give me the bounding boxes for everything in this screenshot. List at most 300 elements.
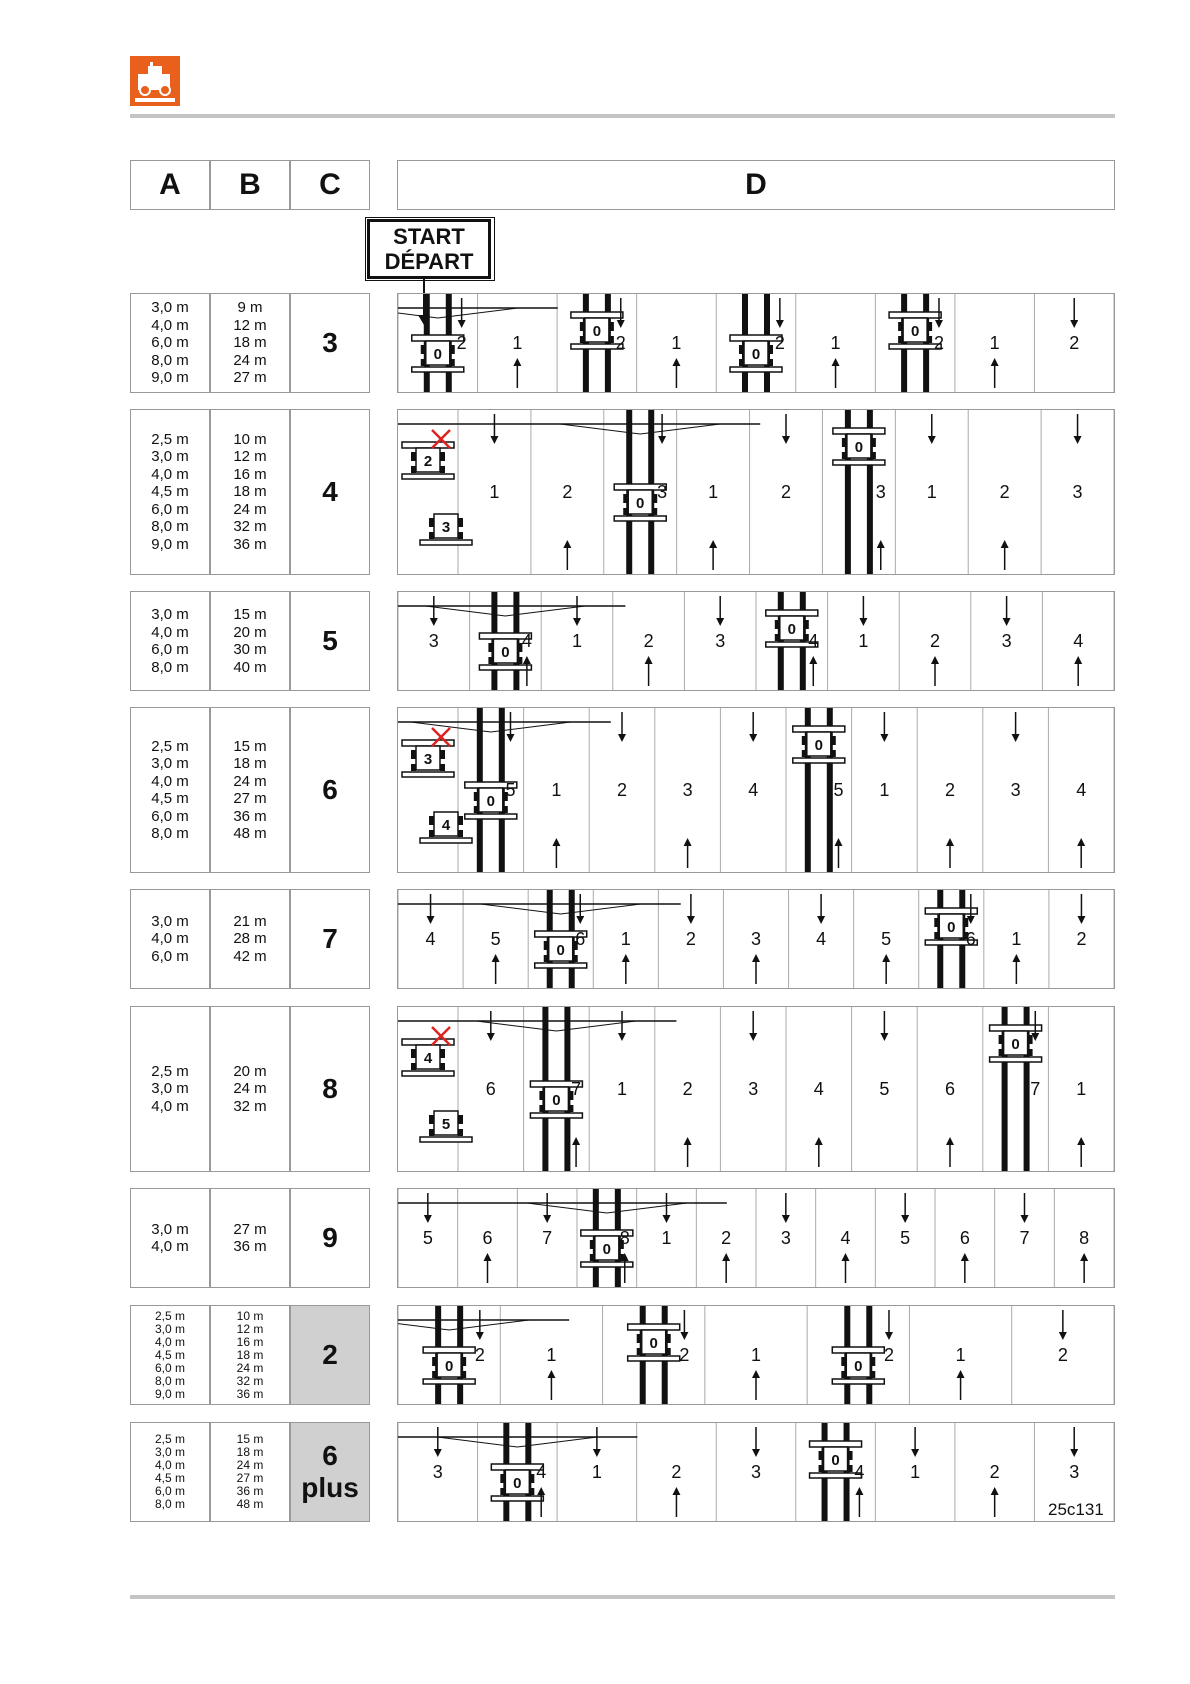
rhythm-value: 8: [322, 1073, 338, 1104]
c-cell: [290, 889, 370, 989]
arrow-up-icon: [815, 1137, 823, 1167]
tractor-label: 0: [1011, 1036, 1020, 1053]
b-value: 15 m: [236, 1432, 264, 1446]
b-value: 36 m: [236, 1484, 264, 1498]
a-value: 4,0 m: [151, 772, 189, 790]
lane-label: 6: [944, 1079, 956, 1099]
arrow-up-icon: [809, 656, 817, 686]
lane-label: 1: [926, 482, 937, 502]
arrow-down-icon: [680, 1310, 688, 1340]
lane-label: 4: [808, 631, 819, 651]
arrow-up-icon: [1077, 1137, 1085, 1167]
arrow-down-icon: [490, 414, 498, 444]
a-value: 8,0 m: [151, 351, 189, 369]
a-value: 3,0 m: [151, 755, 189, 772]
a-value: 6,0 m: [154, 1484, 185, 1498]
tractor-icon: [628, 1324, 680, 1361]
tramline-diagram: [398, 294, 1114, 392]
lane-label: 2: [883, 1345, 894, 1365]
tramline-diagram: [398, 890, 1114, 988]
tractor-label: 3: [423, 751, 433, 768]
tractor-icon: [990, 1025, 1042, 1062]
tractor-label: 0: [433, 346, 442, 363]
tractor-label: 0: [486, 793, 495, 810]
arrow-down-icon: [687, 894, 695, 924]
lane-label: 5: [490, 929, 501, 949]
a-value: 3,0 m: [151, 912, 189, 930]
b-value: 27 m: [233, 369, 267, 387]
arrow-down-icon: [663, 1193, 671, 1223]
a-value: 3,0 m: [151, 1220, 189, 1238]
tramline: [640, 1306, 668, 1404]
arrow-down-icon: [716, 596, 724, 626]
c-cell: [290, 293, 370, 393]
lane-label: 1: [620, 929, 631, 949]
lane-label: 1: [489, 482, 500, 502]
lane-label: 7: [571, 1079, 582, 1099]
a-value: 3,0 m: [151, 606, 189, 623]
tractor-icon: [402, 1027, 454, 1076]
tramline-diagram: [398, 1189, 1114, 1287]
arrow-down-icon: [658, 414, 666, 444]
arrow-down-icon: [859, 596, 867, 626]
arrow-down-icon: [749, 712, 757, 742]
arrow-up-icon: [1074, 656, 1082, 686]
a-value: 2,5 m: [151, 1062, 189, 1080]
lane-label: 3: [432, 1462, 443, 1482]
b-cell: [210, 409, 290, 575]
b-value: 27 m: [236, 1471, 264, 1485]
arrow-up-icon: [563, 540, 571, 570]
lane-label: 1: [708, 482, 719, 502]
lane-label: 1: [1011, 929, 1022, 949]
bottom-rule: [130, 1595, 1115, 1599]
lane-label: 1: [879, 780, 890, 800]
tractor-label: 0: [814, 737, 823, 754]
a-value: 4,0 m: [151, 1238, 189, 1255]
a-cell: [130, 1188, 210, 1288]
b-value: 36 m: [236, 1386, 264, 1401]
arrow-up-icon: [523, 656, 531, 686]
arrow-down-icon: [543, 1193, 551, 1223]
lane-label: 4: [425, 929, 436, 949]
header-d: D: [397, 160, 1115, 210]
d-cell: [397, 591, 1115, 691]
figure-reference: 25c131: [1048, 1500, 1104, 1519]
a-value: 3,0 m: [154, 1321, 185, 1336]
arrow-up-icon: [931, 656, 939, 686]
arrow-up-icon: [991, 1487, 999, 1517]
b-value: 24 m: [233, 500, 267, 518]
arrow-down-icon: [928, 414, 936, 444]
arrow-up-icon: [722, 1253, 730, 1283]
tractor-icon: [402, 728, 454, 777]
lane-label: 3: [1069, 1462, 1080, 1482]
b-value: 48 m: [236, 1497, 264, 1511]
b-value: 24 m: [233, 351, 267, 369]
lane-label: 2: [780, 482, 792, 502]
a-value: 4,0 m: [151, 1097, 189, 1115]
arrow-down-icon: [573, 596, 581, 626]
tramline: [937, 890, 965, 988]
tractor-icon: [793, 726, 845, 763]
start-label: [367, 219, 491, 279]
arrow-up-icon: [709, 540, 717, 570]
b-cell: [210, 591, 290, 691]
b-value: 42 m: [233, 947, 267, 965]
tramline-diagram: [398, 708, 1114, 872]
arrow-up-icon: [946, 838, 954, 868]
arrow-down-icon: [593, 1427, 601, 1457]
d-cell: [397, 409, 1115, 575]
c-cell: [290, 1006, 370, 1172]
b-value: 16 m: [236, 1334, 264, 1349]
b-cell: [210, 1188, 290, 1288]
lane-label: 2: [456, 333, 467, 353]
tractor-label: 5: [441, 1116, 451, 1133]
arrow-up-icon: [877, 540, 885, 570]
tramline-diagram: [398, 1306, 1114, 1404]
arrow-up-icon: [622, 954, 630, 984]
lane-label: 2: [474, 1345, 485, 1365]
c-cell: [290, 707, 370, 873]
c-cell: [290, 1422, 370, 1522]
a-value: 4,5 m: [151, 483, 189, 501]
a-value: 8,0 m: [151, 825, 189, 842]
lane-label: 1: [750, 1345, 762, 1365]
a-value: 9,0 m: [154, 1386, 185, 1401]
tractor-label: 0: [513, 1475, 522, 1492]
lane-label: 4: [1076, 780, 1087, 800]
tractor-icon: [402, 430, 454, 479]
tractor-label: 0: [831, 1452, 840, 1469]
arrow-down-icon: [880, 1011, 888, 1041]
arrow-up-icon: [1077, 838, 1085, 868]
arrow-down-icon: [434, 1427, 442, 1457]
c-cell: [290, 1305, 370, 1405]
arrow-down-icon: [752, 1427, 760, 1457]
lane-label: 2: [671, 1462, 682, 1482]
tractor-label: 0: [751, 346, 761, 363]
a-value: 2,5 m: [154, 1308, 185, 1323]
lane-label: 3: [780, 1228, 791, 1248]
lane-label: 1: [1076, 1079, 1087, 1099]
a-value: 6,0 m: [154, 1360, 185, 1375]
tractor-label: 0: [787, 621, 796, 638]
arrow-down-icon: [618, 712, 626, 742]
lane-label: 2: [989, 1462, 1000, 1482]
arrow-down-icon: [880, 712, 888, 742]
b-value: 10 m: [236, 1308, 264, 1323]
tractor-label: 0: [947, 919, 956, 936]
arrow-up-icon: [946, 1137, 954, 1167]
d-cell: [397, 1188, 1115, 1288]
tractor-label: 0: [556, 942, 565, 959]
lane-label: 5: [422, 1228, 433, 1248]
lane-label: 4: [813, 1079, 824, 1099]
lane-label: 5: [900, 1228, 911, 1248]
lane-label: 1: [616, 1079, 628, 1099]
lane-label: 1: [671, 333, 682, 353]
b-cell: [210, 293, 290, 393]
arrow-up-icon: [991, 358, 999, 388]
arrow-down-icon: [430, 596, 438, 626]
a-value: 3,0 m: [154, 1445, 185, 1459]
arrow-down-icon: [1059, 1310, 1067, 1340]
lane-label: 2: [616, 780, 628, 800]
lane-label: 4: [521, 631, 532, 651]
lane-label: 4: [536, 1462, 547, 1482]
tractor-label: 4: [423, 1050, 433, 1067]
arrow-up-icon: [572, 1137, 580, 1167]
lane-label: 4: [854, 1462, 865, 1482]
a-value: 4,0 m: [151, 316, 189, 334]
b-cell: [210, 1305, 290, 1405]
b-value: 48 m: [233, 825, 267, 842]
tractor-label: 0: [910, 323, 920, 340]
arrow-down-icon: [817, 894, 825, 924]
b-value: 9 m: [237, 299, 263, 317]
tramline: [822, 1423, 850, 1521]
a-cell: [130, 409, 210, 575]
lane-label: 5: [881, 929, 892, 949]
rhythm-value: 4: [322, 476, 338, 507]
arrow-up-icon: [1001, 540, 1009, 570]
lane-label: 2: [685, 929, 696, 949]
b-value: 30 m: [233, 641, 267, 658]
a-value: 8,0 m: [151, 518, 189, 536]
b-value: 32 m: [233, 518, 267, 536]
arrow-up-icon: [484, 1253, 492, 1283]
arrow-up-icon: [672, 1487, 680, 1517]
b-value: 18 m: [233, 334, 267, 352]
header-c: C: [290, 160, 370, 210]
arrow-down-icon: [427, 894, 435, 924]
tractor-label: 0: [602, 1241, 612, 1258]
lane-label: 6: [959, 1228, 970, 1248]
b-value: 10 m: [233, 430, 267, 448]
tractor-icon: [423, 1347, 475, 1384]
arrow-up-icon: [1012, 954, 1020, 984]
b-value: 27 m: [233, 1220, 267, 1238]
a-cell: [130, 889, 210, 989]
top-rule: [130, 114, 1115, 118]
d-cell: [397, 1006, 1115, 1172]
a-value: 2,5 m: [154, 1432, 185, 1446]
tramline: [901, 294, 929, 392]
lane-label: 3: [748, 1079, 759, 1099]
lane-label: 3: [750, 929, 762, 949]
arrow-down-icon: [776, 298, 784, 328]
arrow-up-icon: [537, 1487, 545, 1517]
arrow-up-icon: [832, 358, 840, 388]
start-label-line1: START: [393, 224, 465, 249]
arrow-up-icon: [752, 1370, 760, 1400]
lane-label: 2: [774, 333, 785, 353]
arrow-down-icon: [476, 1310, 484, 1340]
a-value: 4,5 m: [151, 790, 189, 807]
lane-label: 4: [1073, 631, 1084, 651]
arrow-down-icon: [618, 1011, 626, 1041]
amazone-logo: [130, 56, 180, 106]
a-value: 4,0 m: [154, 1334, 185, 1349]
tractor-icon: [420, 514, 472, 545]
rhythm-value: 2: [322, 1339, 338, 1370]
rhythm-value: 5: [322, 625, 338, 656]
lane-label: 1: [955, 1345, 966, 1365]
a-value: 8,0 m: [151, 658, 189, 676]
a-value: 6,0 m: [151, 807, 189, 825]
arrow-up-icon: [672, 358, 680, 388]
lane-label: 3: [1010, 780, 1021, 800]
b-value: 18 m: [233, 483, 267, 501]
arrow-down-icon: [911, 1427, 919, 1457]
a-value: 4,5 m: [154, 1347, 185, 1362]
arrow-up-icon: [834, 838, 842, 868]
lane-label: 3: [1001, 631, 1012, 651]
tractor-label: 0: [636, 495, 645, 512]
arrow-down-icon: [1074, 414, 1082, 444]
tractor-icon: [833, 428, 885, 465]
lane-label: 3: [428, 631, 439, 651]
b-value: 20 m: [233, 623, 267, 641]
arrow-up-icon: [513, 358, 521, 388]
b-cell: [210, 1006, 290, 1172]
b-value: 36 m: [233, 1238, 267, 1255]
a-value: 9,0 m: [151, 369, 189, 387]
arrow-down-icon: [1012, 712, 1020, 742]
header-b: B: [210, 160, 290, 210]
a-value: 3,0 m: [151, 448, 189, 466]
b-value: 36 m: [233, 535, 267, 553]
a-value: 4,0 m: [151, 930, 189, 948]
a-value: 6,0 m: [151, 334, 189, 352]
lane-label: 2: [679, 1345, 690, 1365]
a-value: 6,0 m: [151, 947, 189, 965]
b-value: 15 m: [233, 606, 267, 623]
a-value: 8,0 m: [154, 1373, 185, 1388]
lane-label: 6: [485, 1079, 496, 1099]
arrow-down-icon: [1070, 298, 1078, 328]
lane-label: 3: [682, 780, 693, 800]
lane-label: 5: [879, 1079, 890, 1099]
arrow-up-icon: [645, 656, 653, 686]
lane-label: 3: [875, 482, 886, 502]
lane-label: 2: [1057, 1345, 1068, 1365]
lane-label: 2: [562, 482, 573, 502]
a-value: 6,0 m: [151, 500, 189, 518]
d-cell: [397, 293, 1115, 393]
start-label-line2: DÉPART: [384, 249, 474, 274]
lane-label: 7: [542, 1228, 553, 1248]
tractor-label: 0: [444, 1358, 454, 1375]
lane-label: 1: [858, 631, 869, 651]
arrow-up-icon: [855, 1487, 863, 1517]
tramline-diagram: [398, 592, 1114, 690]
b-value: 24 m: [233, 772, 267, 790]
arrow-down-icon: [885, 1310, 893, 1340]
arrow-down-icon: [424, 1193, 432, 1223]
lane-label: 6: [482, 1228, 493, 1248]
lane-label: 5: [505, 780, 516, 800]
lane-label: 6: [965, 929, 976, 949]
lane-label: 2: [682, 1079, 693, 1099]
b-value: 18 m: [233, 755, 267, 772]
c-cell: [290, 1188, 370, 1288]
tramline-diagram: [398, 1423, 1114, 1521]
arrow-up-icon: [684, 1137, 692, 1167]
lane-label: 2: [929, 631, 941, 651]
arrow-up-icon: [547, 1370, 555, 1400]
lane-label: 3: [1072, 482, 1083, 502]
arrow-up-icon: [684, 838, 692, 868]
arrow-down-icon: [487, 1011, 495, 1041]
d-cell: [397, 1422, 1115, 1522]
b-cell: [210, 889, 290, 989]
arrow-down-icon: [1070, 1427, 1078, 1457]
a-value: 8,0 m: [154, 1497, 185, 1511]
a-cell: [130, 707, 210, 873]
a-value: 6,0 m: [151, 641, 189, 658]
arrow-up-icon: [1080, 1253, 1088, 1283]
tractor-label: 0: [592, 323, 602, 340]
lane-label: 4: [840, 1228, 851, 1248]
tractor-label: 0: [854, 1358, 863, 1375]
tramline: [583, 294, 611, 392]
c-cell: [290, 591, 370, 691]
rhythm-value: 6: [322, 1440, 338, 1471]
tractor-icon: [420, 1111, 472, 1142]
b-value: 16 m: [233, 465, 267, 483]
b-value: 18 m: [236, 1347, 264, 1362]
tractor-label: 0: [854, 439, 864, 456]
lane-label: 2: [944, 780, 956, 800]
b-value: 12 m: [236, 1321, 264, 1336]
arrow-down-icon: [782, 414, 790, 444]
lane-label: 1: [512, 333, 523, 353]
d-cell: [397, 889, 1115, 989]
lane-label: 2: [643, 631, 654, 651]
arrow-down-icon: [506, 712, 514, 742]
lane-label: 2: [1076, 929, 1087, 949]
a-cell: [130, 1422, 210, 1522]
lane-label: 3: [715, 631, 726, 651]
a-cell: [130, 293, 210, 393]
lane-label: 1: [910, 1462, 921, 1482]
a-value: 9,0 m: [151, 535, 189, 553]
lane-label: 2: [933, 333, 944, 353]
header-a: A: [130, 160, 210, 210]
arrow-down-icon: [1021, 1193, 1029, 1223]
tractor-label: 4: [441, 817, 451, 834]
d-cell: [397, 707, 1115, 873]
arrow-up-icon: [882, 954, 890, 984]
b-value: 36 m: [233, 807, 267, 825]
tramline-diagram: [398, 410, 1114, 574]
b-value: 40 m: [233, 658, 267, 676]
b-value: 18 m: [236, 1445, 264, 1459]
arrow-up-icon: [492, 954, 500, 984]
rhythm-value: 6: [322, 774, 338, 805]
a-cell: [130, 1006, 210, 1172]
a-cell: [130, 591, 210, 691]
tractor-label: 0: [501, 644, 510, 661]
lane-label: 2: [615, 333, 626, 353]
b-value: 24 m: [233, 1080, 267, 1098]
b-value: 32 m: [236, 1373, 264, 1388]
lane-label: 3: [657, 482, 668, 502]
tractor-label: 3: [441, 519, 451, 536]
